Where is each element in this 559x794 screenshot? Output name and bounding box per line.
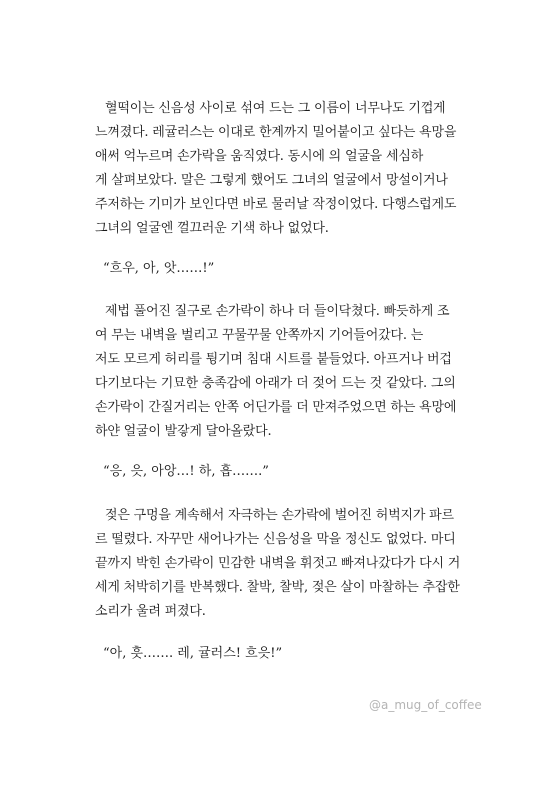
paragraph-line: 저도 모르게 허리를 튕기며 침대 시트를 붙들었다. 아프거나 버겁 — [95, 352, 452, 367]
paragraph-line: 제법 풀어진 질구로 손가락이 하나 더 들이닥쳤다. 빠듯하게 조 — [105, 304, 450, 319]
paragraph-line: 르 떨렸다. 자꾸만 새어나가는 신음성을 막을 정신도 없었다. 마디 — [95, 532, 456, 547]
paragraph-line: 젖은 구멍을 계속해서 자극하는 손가락에 벌어진 허벅지가 파르 — [105, 508, 454, 523]
paragraph-line: 다기보다는 기묘한 충족감에 아래가 더 젖어 드는 것 같았다. 그의 — [95, 376, 456, 391]
paragraph-3 — [95, 504, 485, 624]
paragraph-1 — [95, 97, 485, 241]
paragraph-line: 그녀의 얼굴엔 껄끄러운 기색 하나 없었다. — [95, 221, 329, 236]
paragraph-line: 혈떡이는 신음성 사이로 섞여 드는 그 이름이 너무나도 기껍게 — [105, 101, 446, 116]
paragraph-line: 세게 처박히기를 반복했다. 찰박, 찰박, 젖은 살이 마찰하는 추잡한 — [95, 580, 460, 595]
paragraph-line: 손가락이 간질거리는 안쪽 어딘가를 더 만져주었으면 하는 욕망에 — [95, 400, 457, 415]
dialogue-line: “응, 읏, 아앙…! 하, 흡…….” — [103, 464, 269, 479]
paragraph-line: 끝까지 박힌 손가락이 민감한 내벽을 휘젓고 빠져나갔다가 다시 거 — [95, 556, 461, 571]
paragraph-line: 애써 억누르며 손가락을 움직였다. 동시에 의 얼굴을 세심하 — [95, 149, 424, 164]
paragraph-line: 주저하는 기미가 보인다면 바로 물러날 작정이었다. 다행스럽게도 — [95, 197, 457, 212]
paragraph-line: 하얀 얼굴이 발갛게 달아올랐다. — [95, 424, 272, 439]
dialogue-line: “아, 흣……. 레, 귤러스! 흐읏!” — [103, 646, 283, 661]
watermark-text: @a_mug_of_coffee — [369, 698, 482, 712]
paragraph-2 — [95, 300, 485, 444]
paragraph-line: 게 살펴보았다. 말은 그렇게 했어도 그녀의 얼굴에서 망설이거나 — [95, 173, 448, 188]
dialogue-line: “흐우, 아, 앗……!” — [103, 261, 215, 276]
paragraph-line: 느껴졌다. 레귤러스는 이대로 한계까지 밀어붙이고 싶다는 욕망을 — [95, 125, 457, 140]
paragraph-line: 여 무는 내벽을 벌리고 꾸물꾸물 안쪽까지 기어들어갔다. 는 — [95, 328, 424, 343]
paragraph-line: 소리가 울려 퍼졌다. — [95, 604, 206, 619]
